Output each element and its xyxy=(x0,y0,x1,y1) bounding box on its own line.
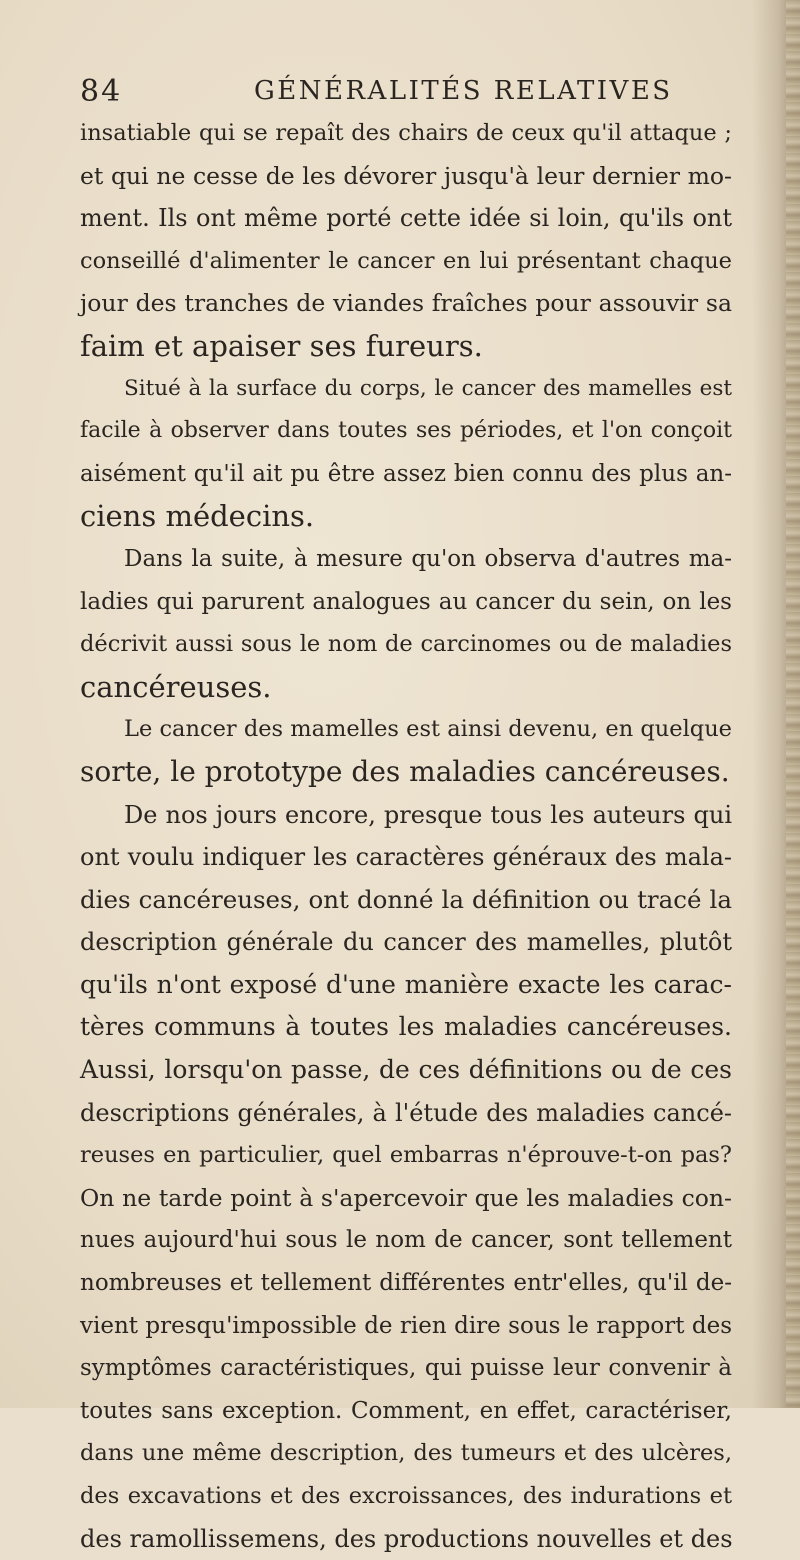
text-line: Aussi, lorsqu'on passe, de ces définitions ou de ces xyxy=(80,1055,732,1085)
text-line: symptômes caractéristiques, qui puisse leur convenir à xyxy=(80,1355,732,1382)
page-number: 84 xyxy=(80,74,123,109)
text-line: ciens médecins. xyxy=(80,499,315,534)
text-line: des excavations et des excroissances, des indurations et xyxy=(80,1483,732,1509)
text-line: aisément qu'il ait pu être assez bien connu des plus an- xyxy=(80,460,732,487)
body-text xyxy=(80,112,732,1560)
text-line: description générale du cancer des mamelles, plutôt xyxy=(80,928,732,957)
text-line: reuses en particulier, quel embarras n'éprouve-t-on pas? xyxy=(80,1142,732,1169)
text-line: insatiable qui se repaît des chairs de ceux qu'il attaque ; xyxy=(80,120,732,146)
text-line: cancéreuses. xyxy=(80,669,272,704)
text-line: descriptions générales, à l'étude des maladies cancé- xyxy=(80,1098,732,1127)
text-line: De nos jours encore, presque tous les auteurs qui xyxy=(124,800,732,829)
text-line: conseillé d'alimenter le cancer en lui présentant chaque xyxy=(80,247,732,274)
text-line: qu'ils n'ont exposé d'une manière exacte les carac- xyxy=(80,969,732,999)
text-line: sorte, le prototype des maladies cancéreuses. xyxy=(80,754,730,788)
text-line: ladies qui parurent analogues au cancer du sein, on les xyxy=(80,588,732,615)
running-title: GÉNÉRALITÉS RELATIVES xyxy=(254,76,673,106)
text-line: tères communs à toutes les maladies cancéreuses. xyxy=(80,1012,732,1042)
text-line: nombreuses et tellement différentes entr'elles, qu'il de- xyxy=(80,1270,732,1297)
text-line: toutes sans exception. Comment, en effet, caractériser, xyxy=(80,1397,732,1424)
text-line: décrivit aussi sous le nom de carcinomes ou de maladies xyxy=(80,631,732,658)
text-line: Le cancer des mamelles est ainsi devenu, en quelque xyxy=(124,716,732,743)
text-line: nues aujourd'hui sous le nom de cancer, sont tellement xyxy=(80,1227,732,1254)
page-header xyxy=(80,74,720,114)
text-line: dies cancéreuses, ont donné la définition ou tracé la xyxy=(80,884,732,914)
text-line: On ne tarde point à s'apercevoir que les maladies con- xyxy=(80,1183,732,1212)
text-line: dans une même description, des tumeurs et des ulcères, xyxy=(80,1440,732,1467)
text-line: vient presqu'impossible de rien dire sous le rapport des xyxy=(80,1312,732,1339)
text-line: jour des tranches de viandes fraîches pour assouvir sa xyxy=(80,289,732,318)
text-line: et qui ne cesse de les dévorer jusqu'à leur dernier mo- xyxy=(80,161,732,190)
text-line: Situé à la surface du corps, le cancer des mamelles est xyxy=(124,375,732,401)
text-line: des ramollissemens, des productions nouvelles et des xyxy=(80,1524,733,1553)
text-line: ont voulu indiquer les caractères généraux des mala- xyxy=(80,843,732,872)
text-line: ment. Ils ont même porté cette idée si loin, qu'ils ont xyxy=(80,204,732,233)
text-line: faim et apaiser ses fureurs. xyxy=(80,328,483,363)
page-edge xyxy=(786,0,800,1408)
text-line: Dans la suite, à mesure qu'on observa d'autres ma- xyxy=(124,545,732,572)
text-line: facile à observer dans toutes ses périodes, et l'on conçoit xyxy=(80,418,732,444)
